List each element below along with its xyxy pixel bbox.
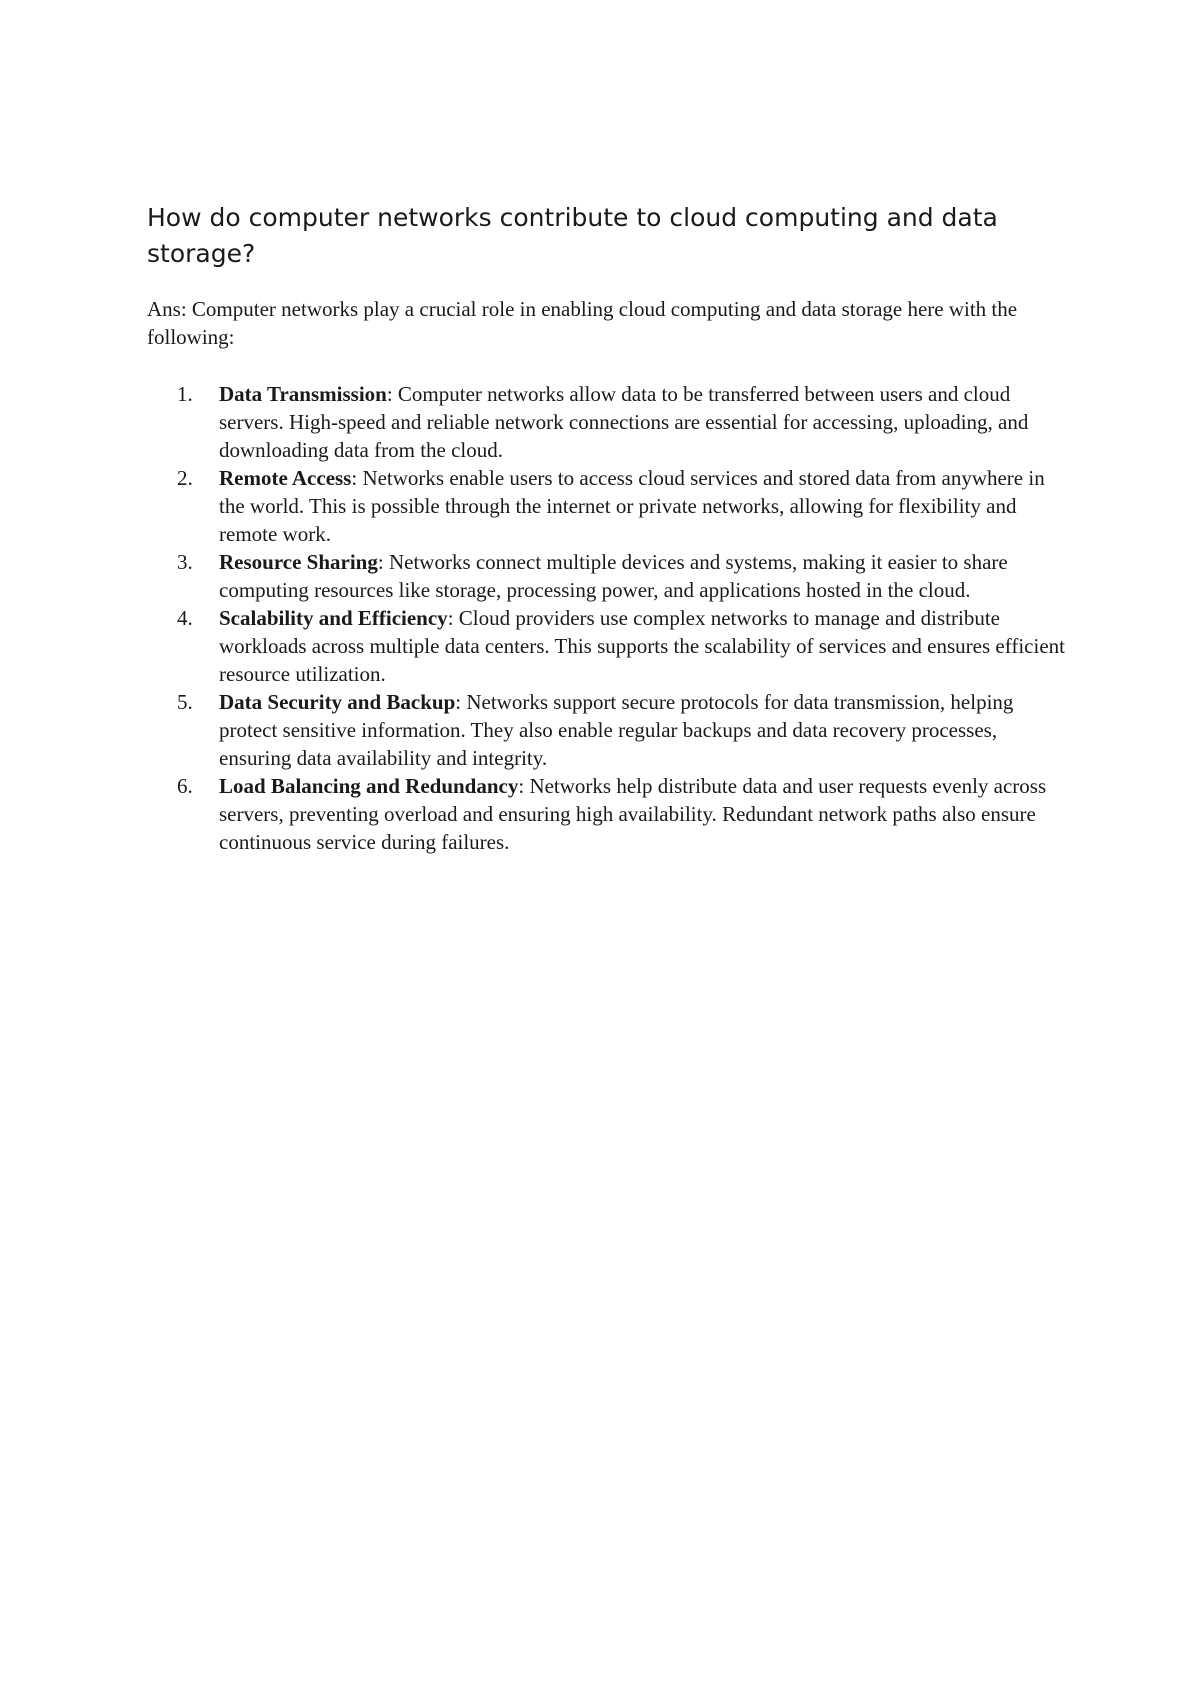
list-item-text: : Networks support secure protocols for data transmission, helping protect sensitive information. They also enable regular backups and data recovery processes, ensuring data availability and integrity. — [219, 690, 1014, 770]
list-item-title: Data Security and Backup — [219, 690, 456, 714]
list-item-number: 3. — [177, 550, 193, 574]
list-item-number: 5. — [177, 690, 193, 714]
points-list — [147, 380, 1067, 856]
list-item-number: 1. — [177, 382, 193, 406]
list-item-text: : Cloud providers use complex networks to manage and distribute workloads across multiple data centers. This supports the scalability of services and ensures efficient resource utilization. — [219, 606, 1065, 686]
list-item — [147, 688, 1067, 772]
list-item-title: Scalability and Efficiency — [219, 606, 448, 630]
list-item-number: 6. — [177, 774, 193, 798]
list-item-text: : Computer networks allow data to be transferred between users and cloud servers. High-speed and reliable network connections are essential for accessing, uploading, and downloading data from the cloud. — [219, 382, 1029, 462]
list-item-text: : Networks help distribute data and user requests evenly across servers, preventing overload and ensuring high availability. Redundant network paths also ensure continuous service during failures. — [219, 774, 1047, 854]
list-item — [147, 772, 1067, 856]
list-item — [147, 604, 1067, 688]
list-item-title: Data Transmission — [219, 382, 387, 406]
list-item-text: : Networks enable users to access cloud services and stored data from anywhere in the world. This is possible through the internet or private networks, allowing for flexibility and remote work. — [219, 466, 1045, 546]
list-item — [147, 548, 1067, 604]
list-item-number: 4. — [177, 606, 193, 630]
list-item — [147, 464, 1067, 548]
question-heading: How do computer networks contribute to cloud computing and data storage? — [147, 203, 998, 268]
list-item-title: Load Balancing and Redundancy — [219, 774, 519, 798]
list-item-title: Remote Access — [219, 466, 352, 490]
list-item — [147, 380, 1067, 464]
list-item-title: Resource Sharing — [219, 550, 378, 574]
list-item-number: 2. — [177, 466, 193, 490]
list-item-text: : Networks connect multiple devices and systems, making it easier to share computing resources like storage, processing power, and applications hosted in the cloud. — [219, 550, 1008, 602]
answer-intro: Ans: Computer networks play a crucial role in enabling cloud computing and data storage here with the following: — [147, 297, 1018, 349]
